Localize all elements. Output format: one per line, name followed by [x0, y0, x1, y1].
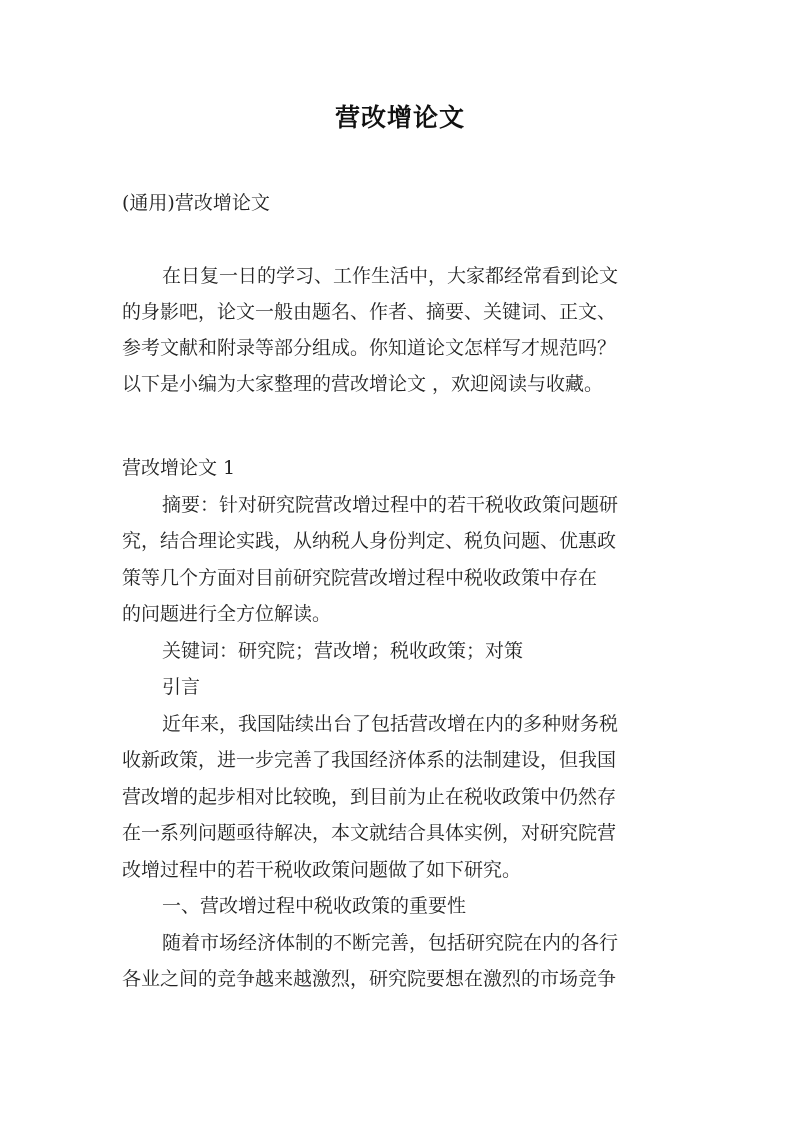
intro-para-line: 收新政策，进一步完善了我国经济体系的法制建设，但我国	[122, 749, 617, 771]
intro-line: 参考文献和附录等部分组成。你知道论文怎样写才规范吗？	[122, 337, 617, 359]
intro-line: 以下是小编为大家整理的营改增论文 ，欢迎阅读与收藏。	[122, 373, 604, 395]
intro-heading: 引言	[162, 676, 201, 698]
intro-paragraph	[122, 258, 694, 402]
intro-line: 的身影吧，论文一般由题名、作者、摘要、关键词、正文、	[122, 301, 617, 323]
document-subtitle: (通用)营改增论文	[122, 192, 270, 214]
intro-para-line: 近年来，我国陆续出台了包括营改增在内的多种财务税	[162, 712, 619, 735]
document-title: 营改增论文	[334, 103, 465, 132]
point-one-line: 各业之间的竞争越来越激烈，研究院要想在激烈的市场竞争	[122, 968, 617, 990]
point-one-heading: 一、营改增过程中税收政策的重要性	[162, 895, 467, 917]
intro-para-line: 改增过程中的若干税收政策问题做了如下研究。	[122, 858, 522, 881]
point-one-line: 随着市场经济体制的不断完善，包括研究院在内的各行	[162, 931, 619, 954]
keywords-line: 关键词：研究院；营改增；税收政策；对策	[162, 639, 524, 662]
intro-para-line: 在一系列问题亟待解决，本文就结合具体实例，对研究院营	[122, 822, 617, 844]
abstract-line: 策等几个方面对目前研究院营改增过程中税收政策中存在	[122, 566, 598, 589]
section-heading: 营改增论文 1	[122, 457, 236, 479]
intro-line: 在日复一日的学习、工作生活中，大家都经常看到论文	[162, 265, 619, 287]
intro-para-line: 营改增的起步相对比较晚，到目前为止在税收政策中仍然存	[122, 785, 617, 808]
abstract-line: 摘要：针对研究院营改增过程中的若干税收政策问题研	[162, 493, 619, 516]
document-body	[122, 450, 702, 998]
abstract-line: 的问题进行全方位解读。	[122, 603, 332, 625]
abstract-line: 究，结合理论实践，从纳税人身份判定、税负问题、优惠政	[122, 530, 617, 552]
